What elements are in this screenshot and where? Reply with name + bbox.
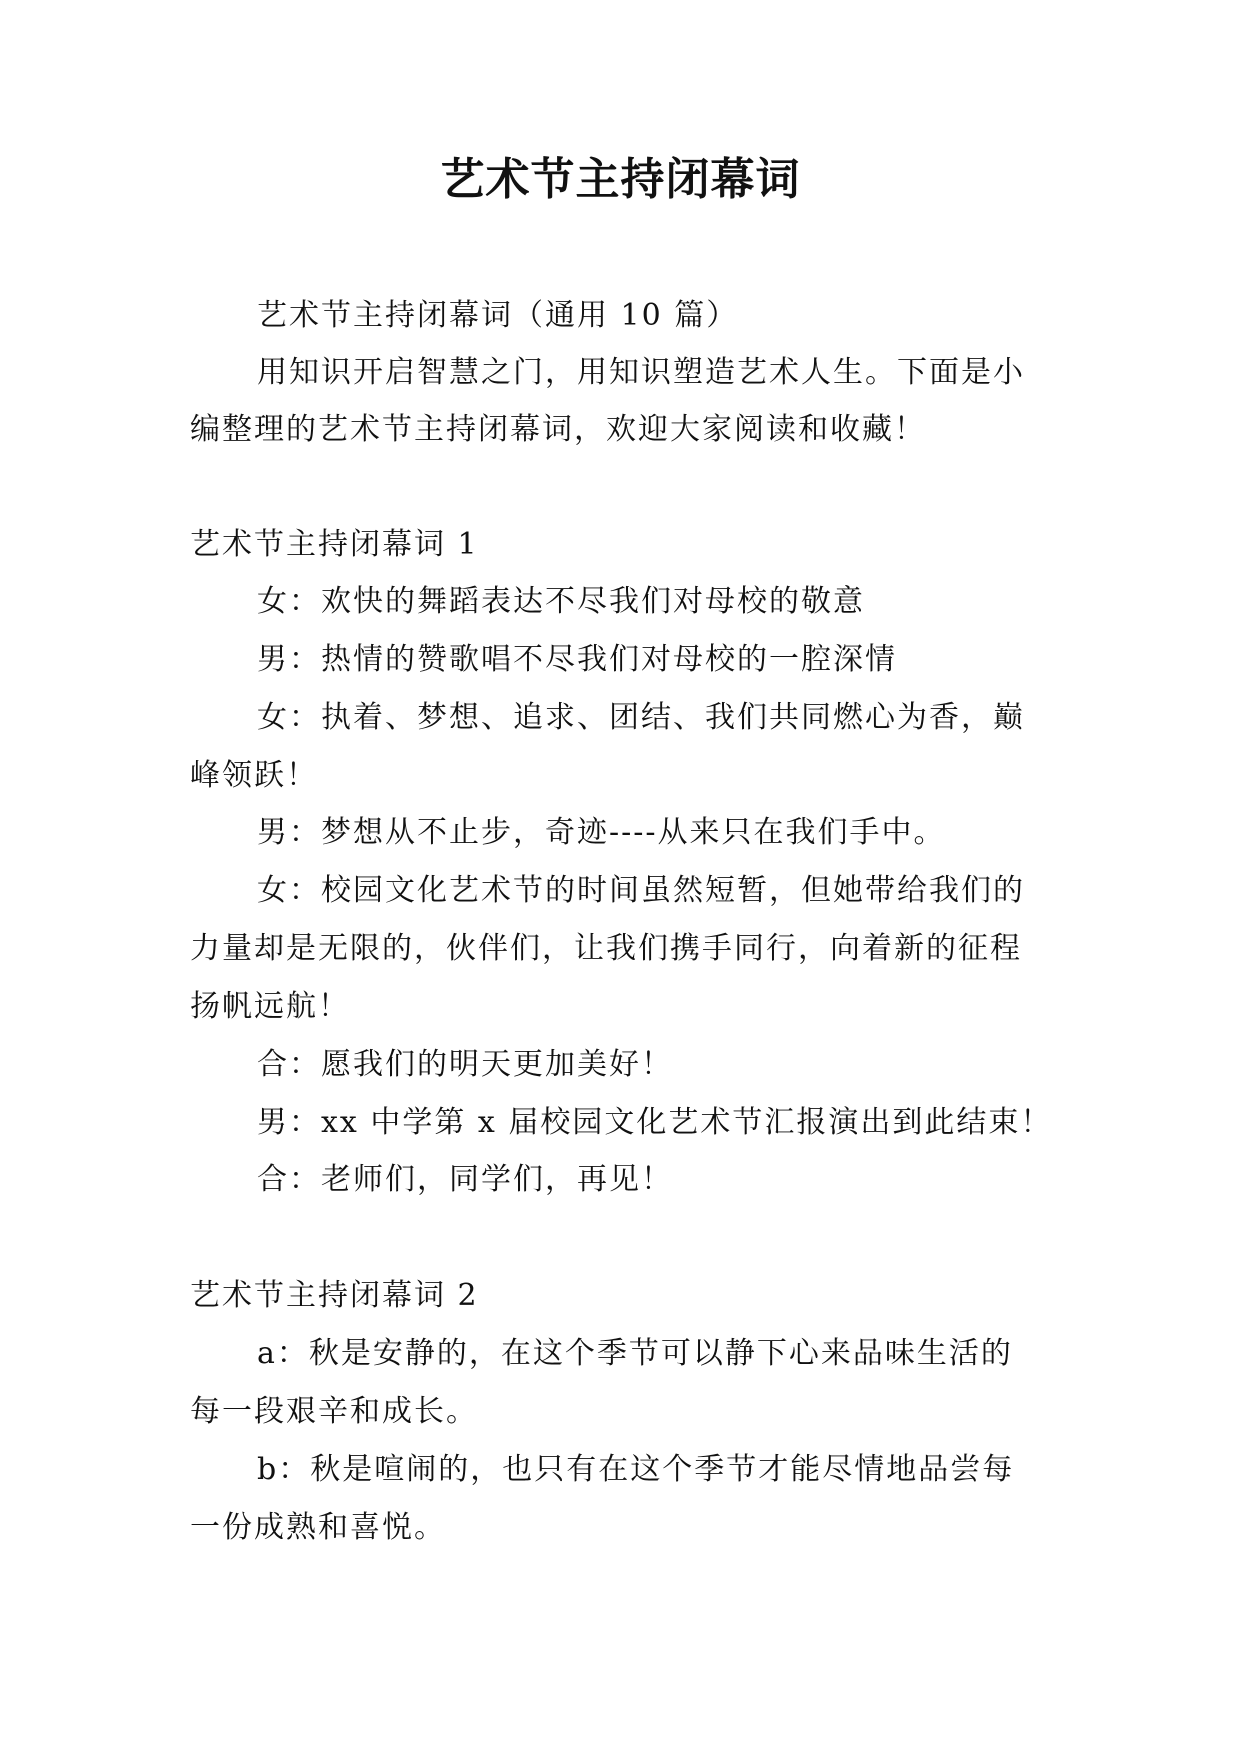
- paragraph-line: 合：老师们，同学们，再见！: [257, 1162, 673, 1197]
- paragraph-line: a：秋是安静的，在这个季节可以静下心来品味生活的: [257, 1336, 1013, 1371]
- paragraph-line: 每一段艰辛和成长。: [190, 1394, 478, 1429]
- paragraph-line: 男：热情的赞歌唱不尽我们对母校的一腔深情: [257, 642, 897, 677]
- paragraph-line: 男：梦想从不止步，奇迹----从来只在我们手中。: [257, 815, 946, 850]
- intro-line-2: 编整理的艺术节主持闭幕词，欢迎大家阅读和收藏！: [190, 412, 926, 447]
- subtitle-line: 艺术节主持闭幕词（通用 10 篇）: [257, 298, 739, 333]
- paragraph-line: 男：xx 中学第 x 届校园文化艺术节汇报演出到此结束！: [257, 1105, 1053, 1140]
- paragraph-line: 一份成熟和喜悦。: [190, 1510, 446, 1545]
- paragraph-line: b：秋是喧闹的，也只有在这个季节才能尽情地品尝每: [257, 1452, 1015, 1487]
- paragraph-line: 扬帆远航！: [190, 989, 350, 1024]
- document-title: 艺术节主持闭幕词: [440, 154, 801, 205]
- section-heading-2: 艺术节主持闭幕词 2: [190, 1278, 479, 1313]
- paragraph-line: 力量却是无限的，伙伴们，让我们携手同行，向着新的征程: [190, 931, 1022, 966]
- paragraph-line: 合：愿我们的明天更加美好！: [257, 1047, 673, 1082]
- paragraph-line: 峰领跃！: [190, 758, 318, 793]
- section-heading-1: 艺术节主持闭幕词 1: [190, 527, 479, 562]
- paragraph-line: 女：校园文化艺术节的时间虽然短暂，但她带给我们的: [257, 873, 1025, 908]
- paragraph-line: 女：欢快的舞蹈表达不尽我们对母校的敬意: [257, 584, 865, 619]
- intro-line-1: 用知识开启智慧之门，用知识塑造艺术人生。下面是小: [257, 355, 1025, 390]
- paragraph-line: 女：执着、梦想、追求、团结、我们共同燃心为香，巅: [257, 700, 1025, 735]
